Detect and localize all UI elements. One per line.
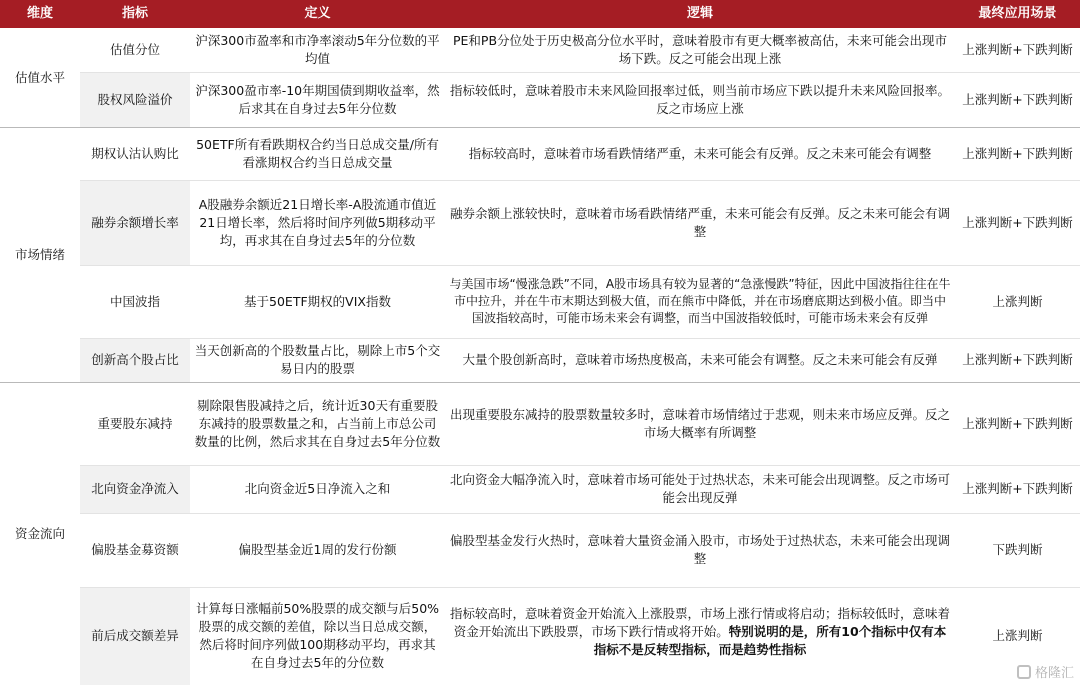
header-scenario: 最终应用场景 [978, 6, 1057, 21]
header-definition: 定义 [304, 6, 331, 21]
logic-cell: PE和PB分位处于历史极高分位水平时，意味着股市有更大概率被高估，未来可能会出现市场下跌。反之可能会出现上涨 [452, 33, 948, 66]
scenario-cell: 上涨判断+下跌判断 [962, 415, 1073, 431]
indicator-cell: 股权风险溢价 [97, 91, 173, 107]
indicator-cell: 期权认沽认购比 [91, 145, 179, 161]
dimension-valuation: 估值水平 [14, 69, 65, 85]
logic-cell: 偏股型基金发行火热时，意味着大量资金涌入股市，市场处于过热状态，未来可能会出现调整 [449, 533, 950, 566]
logic-cell: 与美国市场“慢涨急跌”不同，A股市场具有较为显著的“急涨慢跌”特征，因此中国波指往往在牛市中拉升，并在牛市末期达到极大值，而在熊市中降低，并在市场磨底期达到极小值。即当中国波指较高时，可能市场未来会有调整，而当中国波指较低时，可能市场未来会有反弹 [449, 277, 951, 325]
definition-cell: 剔除限售股减持之后，统计近30天有重要股东减持的股票数量之和，占当前上市总公司数量的比例，然后求其在自身过去5年分位数 [194, 397, 441, 449]
indicator-cell: 前后成交额差异 [91, 628, 179, 643]
scenario-cell: 下跌判断 [992, 542, 1043, 557]
table-header [0, 0, 1080, 28]
logic-cell: 出现重要股东减持的股票数量较多时，意味着市场情绪过于悲观，则未来市场应反弹。反之市场大概率有所调整 [449, 406, 950, 440]
scenario-cell: 上涨判断+下跌判断 [962, 91, 1073, 107]
indicator-cell: 估值分位 [109, 42, 160, 57]
definition-cell: 偏股型基金近1周的发行份额 [238, 542, 397, 557]
scenario-cell: 上涨判断+下跌判断 [962, 145, 1073, 161]
definition-cell: 当天创新高的个股数量占比，剔除上市5个交易日内的股票 [194, 343, 441, 376]
logic-bold-note: 特别说明的是，所有10个指标中仅有本指标不是反转型指标，而是趋势性指标 [593, 624, 947, 657]
watermark-logo-icon [1017, 665, 1031, 679]
watermark: 格隆汇 [1017, 662, 1074, 681]
scenario-cell: 上涨判断+下跌判断 [962, 352, 1073, 367]
indicator-cell: 融券余额增长率 [91, 214, 179, 230]
logic-cell: 指标较低时，意味着股市未来风险回报率过低，则当前市场应下跌以提升未来风险回报率。反之市场应上涨 [449, 82, 950, 116]
definition-cell: 50ETF所有看跌期权合约当日总成交量/所有看涨期权合约当日总成交量 [196, 136, 439, 170]
scenario-cell: 上涨判断 [992, 293, 1043, 309]
definition-cell: A股融券余额近21日增长率-A股流通市值近21日增长率，然后将时间序列做5期移动平均，再求其在自身过去5年的分位数 [198, 196, 437, 248]
logic-text: 指标较高时，意味着资金开始流入上涨股票，市场上涨行情或将启动；指标较低时，意味着资金开始流出下跌股票，市场下跌行情或将开始。 [449, 606, 950, 639]
dimension-sentiment: 市场情绪 [14, 246, 65, 262]
indicator-cell: 重要股东减持 [97, 415, 173, 431]
logic-cell [445, 587, 955, 685]
logic-cell: 融券余额上涨较快时，意味着市场看跌情绪严重，未来可能会有反弹。反之未来可能会有调整 [449, 205, 950, 239]
definition-cell: 北向资金近5日净流入之和 [244, 481, 391, 496]
logic-cell: 大量个股创新高时，意味着市场热度极高，未来可能会有调整。反之未来可能会有反弹 [462, 352, 938, 367]
indicator-cell: 北向资金净流入 [91, 481, 179, 496]
logic-cell: 指标较高时，意味着市场看跌情绪严重，未来可能会有反弹。反之未来可能会有调整 [468, 145, 932, 161]
definition-cell: 沪深300盈市率-10年期国债到期收益率，然后求其在自身过去5年分位数 [195, 82, 440, 116]
indicator-cell: 创新高个股占比 [91, 352, 179, 367]
header-dimension: 维度 [26, 6, 53, 21]
definition-cell: 计算每日涨幅前50%股票的成交额与后50%股票的成交额的差值，除以当日总成交额，然后将时间序列做100期移动平均，再求其在自身过去5年的分位数 [195, 601, 440, 670]
scenario-cell: 上涨判断 [992, 628, 1043, 643]
scenario-cell: 上涨判断+下跌判断 [962, 214, 1073, 230]
indicator-cell: 中国波指 [109, 293, 160, 309]
header-indicator: 指标 [121, 6, 148, 21]
scenario-cell: 上涨判断+下跌判断 [962, 481, 1073, 496]
scenario-cell: 上涨判断+下跌判断 [962, 42, 1073, 57]
logic-cell: 北向资金大幅净流入时，意味着市场可能处于过热状态，未来可能会出现调整。反之市场可能会出现反弹 [449, 472, 950, 505]
header-logic: 逻辑 [686, 6, 713, 21]
definition-cell: 沪深300市盈率和市净率滚动5年分位数的平均值 [195, 33, 440, 66]
definition-cell: 基于50ETF期权的VIX指数 [244, 293, 391, 309]
dimension-capital-flow: 资金流向 [14, 525, 65, 541]
indicator-cell: 偏股基金募资额 [91, 542, 179, 557]
